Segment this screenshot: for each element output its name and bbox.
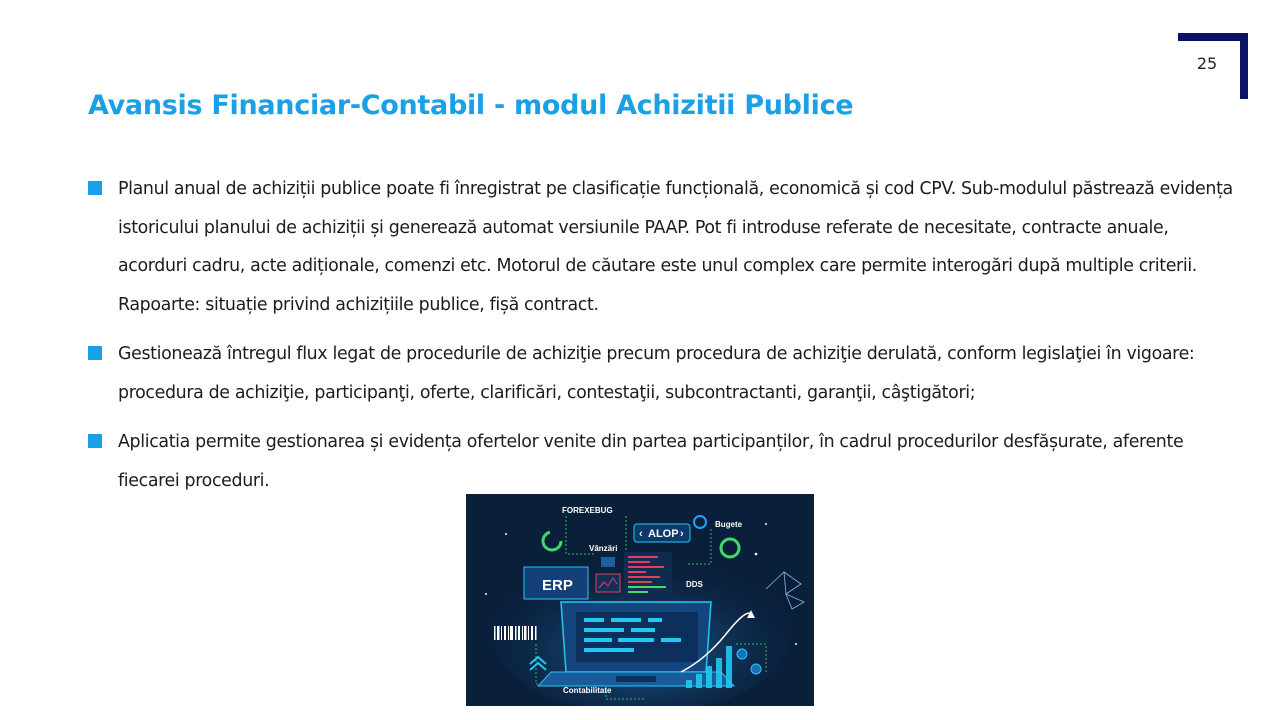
erp-illustration-graphic — [466, 494, 814, 706]
bullet-item — [88, 170, 1240, 324]
vanzari-label: Vânzări — [589, 544, 618, 553]
bugete-label: Bugete — [715, 520, 743, 529]
bullet-item — [88, 335, 1240, 412]
dds-label: DDS — [686, 580, 703, 589]
erp-illustration — [466, 494, 814, 706]
slide-title: Avansis Financiar-Contabil - modul Achizitii Publice — [88, 90, 854, 121]
erp-label: ERP — [542, 577, 573, 594]
bullet-list — [88, 170, 1240, 511]
square-bullet-icon — [88, 181, 102, 195]
forexebug-label: FOREXEBUG — [562, 506, 613, 515]
page-number: 25 — [1196, 54, 1218, 73]
square-bullet-icon — [88, 346, 102, 360]
svg-text:‹: ‹ — [639, 528, 643, 540]
svg-text:›: › — [680, 528, 684, 540]
alop-label: ALOP — [648, 528, 679, 540]
bullet-text: Aplicatia permite gestionarea și evidența ofertelor venite din partea participanților, în cadrul procedurilor desfășurate, aferente fiecarei proceduri. — [118, 432, 1184, 491]
bullet-text: Planul anual de achiziții publice poate fi înregistrat pe clasificație funcțională, economică și cod CPV. Sub-modulul păstrează evidența istoricului planului de achiziții și generează automat versiunile PAAP. Pot fi introduse referate de necesitate, contracte anuale, acorduri cadru, acte adiționale, comenzi etc. Motorul de căutare este unul complex care permite interogări după multiple criterii. Rapoarte: situație privind achizițiile publice, fișă contract. — [118, 179, 1233, 315]
contabilitate-label: Contabilitate — [563, 686, 612, 695]
bullet-text: Gestionează întregul flux legat de procedurile de achiziţie precum procedura de achiziţie derulată, conform legislaţiei în vigoare: procedura de achiziţie, participanţi, oferte, clarificări, contestaţii, subcontractanti, garanţii, câştigători; — [118, 344, 1195, 403]
bullet-item — [88, 423, 1240, 500]
square-bullet-icon — [88, 434, 102, 448]
